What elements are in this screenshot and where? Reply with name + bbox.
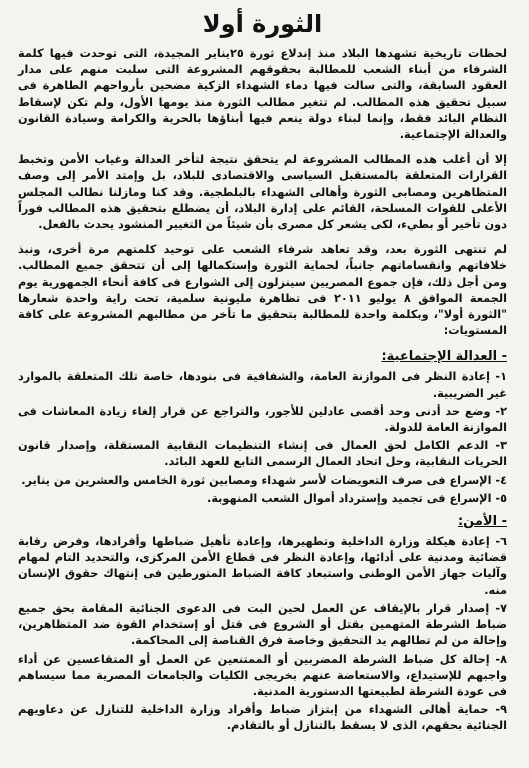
list-item: ٩- حماية أهالى الشهداء من إبتزاز ضباط وأفراد وزارة الداخلية للتنازل عن دعاويهم الجنائية بحقهم، الذى لا يسقط بالتنازل أو بالتقادم. [18, 703, 507, 733]
document-title: الثورة أولا [202, 10, 323, 38]
list-item: ٧- إصدار قرار بالإيقاف عن العمل لحين البت فى الدعوى الجنائية المقامة بحق جميع ضباط الشرطة المتهمين بقتل أو الشروع فى قتل أو إستخدام القوة ضد المتظاهرين، وإحالة من لم تطالهم يد التحقيق وخاصة فرق القناصة إلى المحاكمة. [18, 601, 507, 648]
list-item: ١- إعادة النظر فى الموازنة العامة، والشفافية فى بنودها، خاصة تلك المتعلقة بالموارد غير الضريبية. [18, 370, 507, 400]
list-item: ٥- الإسراع فى تجميد وإسترداد أموال الشعب المنهوبة. [207, 491, 507, 505]
list-item: ٤- الإسراع فى صرف التعويضات لأسر شهداء ومصابين ثورة الخامس والعشرين من يناير. [21, 473, 507, 487]
list-item: ٨- إحالة كل ضباط الشرطة المضربين أو الممتنعين عن العمل أو المتقاعسين عن أداء واجبهم للإستيداع، والاستعاضة عنهم بخريجى الكليات والجامعات المصرية مما سيساهم فى عودة الشرطة لطبيعتها الدستورية المدنية. [18, 652, 507, 698]
call-to-action-paragraph: لم تنتهى الثورة بعد، وقد تعاهد شرفاء الشعب على توحيد كلمتهم مرة أخرى، ونبذ خلافاتهم وانقساماتهم جانباً، لحماية الثورة وإستكمالها إلى أن تتحقق جميع المطالب. ومن أجل ذلك، فإن جموع المصريين سينزلون إلى الشوارع فى كافة أنحاء الجمهورية يوم الجمعة الموافق ٨ يوليو ٢٠١١ فى تظاهرة مليونية سلمية، تحت راية واحدة شعارها "الثورة أولا"، وبكلمة واحدة للمطالبة بتحقيق ما تأخر من مطالبهم المشروعة على كافة المستويات: [18, 243, 507, 338]
intro-paragraph: لحظات تاريخية تشهدها البلاد منذ إندلاع ثورة ٢٥يناير المجيدة، التى توحدت فيها كلمة الشرفاء من أبناء الشعب للمطالبة بحقوقهم المشروعة التى سلبت منهم على مدار العقود السابقة، والتى سالت فيها دماء الشهداء الزكية مضحين بأرواحهم الطاهرة فى سبيل تحقيق هذه المطالب. لم تتغير مطالب الثورة منذ يومها الأول، ولم تكن لإسقاط النظام البائد فقط، وإنما لبناء دولة ينعم فيها أبناؤها بالحرية والكرامة وسيادة القانون والعدالة الإجتماعية. [18, 47, 507, 142]
social-justice-list [18, 369, 507, 507]
security-list [18, 534, 507, 734]
list-item: ٢- وضع حد أدنى وحد أقصى عادلين للأجور، والتراجع عن قرار إلغاء زيادة المعاشات فى الموازنة العامة للدولة. [18, 404, 507, 435]
list-item: ٦- إعادة هيكلة وزارة الداخلية وتطهيرها، وإعادة تأهيل ضباطها وأفرادها، وفرض رقابة قضائية ومدنية على أدائها، وإعادة النظر فى قطاع الأمن المركزى، والتحديد التام لمهام وآليات جهاز الأمن الوطنى واستبعاد كافة الضباط المتورطين فى إنتهاك حقوق الإنسان منه. [18, 535, 507, 597]
demands-paragraph: إلا أن أغلب هذه المطالب المشروعة لم يتحقق نتيجة لتأخر العدالة وغياب الأمن وتخبط القرارات المتعلقة بالمستقبل السياسى والاقتصادى للبلاد، بل وإمتد الأمر إلى وصف المتظاهرين ومصابى الثورة وأهالى الشهداء بالبلطجية. وقد كنا ومازلنا نطالب المجلس الأعلى للقوات المسلحة، القائم على إدارة البلاد، أن يضطلع بتحقيق هذه المطالب فوراً دون تأخير أو بطيء، لكى يشعر كل مصرى بأن شيئاً من التغيير المنشود يحدث بالفعل. [18, 153, 507, 232]
section-heading-social-justice: - العدالة الإجتماعية: [381, 349, 507, 365]
section-heading-security: - الأمن: [457, 514, 507, 530]
list-item: ٣- الدعم الكامل لحق العمال فى إنشاء التنظيمات النقابية المستقلة، وإصدار قانون الحريات النقابية، وحل اتحاد العمال الرسمى التابع للعهد البائد. [18, 439, 507, 469]
